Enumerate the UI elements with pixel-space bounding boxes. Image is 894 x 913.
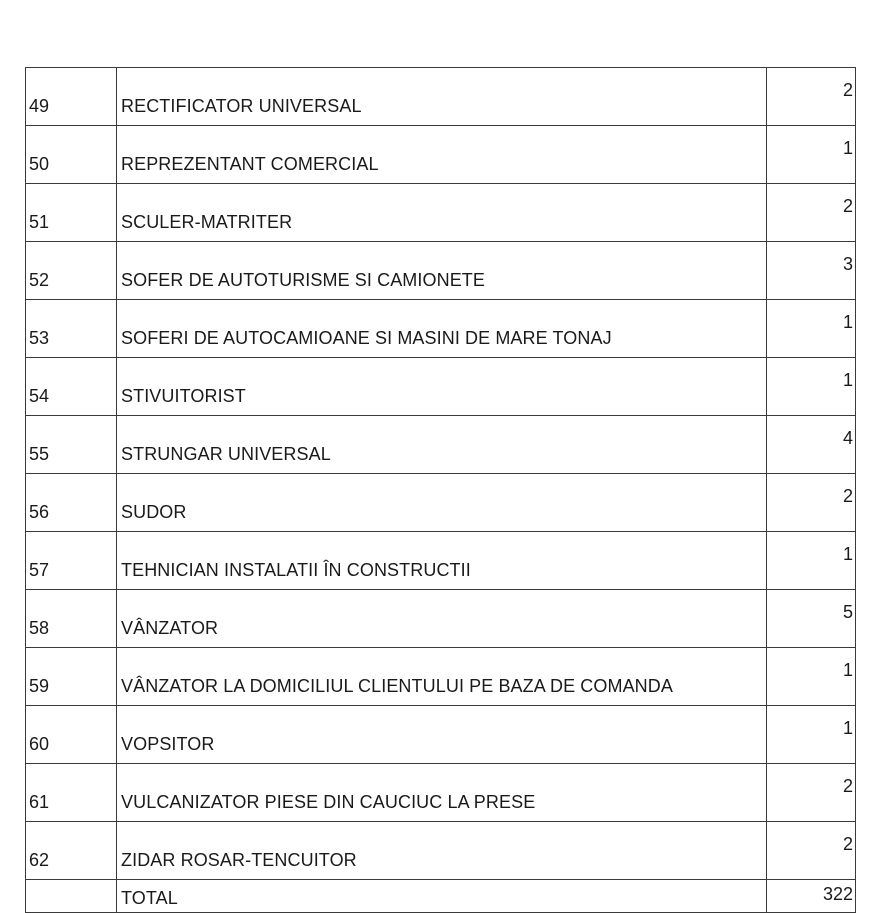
row-number: 50 — [26, 126, 117, 184]
table-row — [26, 242, 856, 300]
row-number: 61 — [26, 764, 117, 822]
table-row — [26, 764, 856, 822]
occupation-name: SOFERI DE AUTOCAMIOANE SI MASINI DE MARE TONAJ — [117, 300, 767, 358]
vacancy-count: 2 — [767, 822, 856, 880]
vacancy-count: 1 — [767, 706, 856, 764]
vacancy-count: 1 — [767, 532, 856, 590]
occupation-name: VÂNZATOR LA DOMICILIUL CLIENTULUI PE BAZA DE COMANDA — [117, 648, 767, 706]
vacancy-count: 5 — [767, 590, 856, 648]
vacancy-count: 1 — [767, 358, 856, 416]
row-number: 62 — [26, 822, 117, 880]
occupation-name: VOPSITOR — [117, 706, 767, 764]
table-row — [26, 474, 856, 532]
row-number: 55 — [26, 416, 117, 474]
table-row — [26, 68, 856, 126]
document-page — [25, 67, 855, 913]
occupation-name: RECTIFICATOR UNIVERSAL — [117, 68, 767, 126]
vacancy-count: 2 — [767, 68, 856, 126]
vacancy-count: 2 — [767, 184, 856, 242]
vacancy-count: 2 — [767, 474, 856, 532]
jobs-table — [25, 67, 856, 913]
table-row — [26, 822, 856, 880]
occupation-name: VÂNZATOR — [117, 590, 767, 648]
occupation-name: SOFER DE AUTOTURISME SI CAMIONETE — [117, 242, 767, 300]
total-count: 322 — [767, 880, 856, 913]
jobs-table-body — [26, 68, 856, 913]
total-empty-cell — [26, 880, 117, 913]
row-number: 60 — [26, 706, 117, 764]
row-number: 54 — [26, 358, 117, 416]
occupation-name: REPREZENTANT COMERCIAL — [117, 126, 767, 184]
row-number: 52 — [26, 242, 117, 300]
row-number: 51 — [26, 184, 117, 242]
occupation-name: STRUNGAR UNIVERSAL — [117, 416, 767, 474]
table-row — [26, 358, 856, 416]
table-row — [26, 648, 856, 706]
vacancy-count: 3 — [767, 242, 856, 300]
vacancy-count: 1 — [767, 126, 856, 184]
table-row — [26, 590, 856, 648]
vacancy-count: 2 — [767, 764, 856, 822]
table-row — [26, 126, 856, 184]
occupation-name: SCULER-MATRITER — [117, 184, 767, 242]
table-row — [26, 706, 856, 764]
vacancy-count: 1 — [767, 648, 856, 706]
row-number: 59 — [26, 648, 117, 706]
row-number: 53 — [26, 300, 117, 358]
row-number: 49 — [26, 68, 117, 126]
vacancy-count: 4 — [767, 416, 856, 474]
row-number: 56 — [26, 474, 117, 532]
table-row — [26, 300, 856, 358]
table-row — [26, 416, 856, 474]
total-label: TOTAL — [117, 880, 767, 913]
row-number: 58 — [26, 590, 117, 648]
table-row — [26, 184, 856, 242]
occupation-name: VULCANIZATOR PIESE DIN CAUCIUC LA PRESE — [117, 764, 767, 822]
occupation-name: STIVUITORIST — [117, 358, 767, 416]
occupation-name: TEHNICIAN INSTALATII ÎN CONSTRUCTII — [117, 532, 767, 590]
occupation-name: SUDOR — [117, 474, 767, 532]
vacancy-count: 1 — [767, 300, 856, 358]
row-number: 57 — [26, 532, 117, 590]
total-row — [26, 880, 856, 913]
occupation-name: ZIDAR ROSAR-TENCUITOR — [117, 822, 767, 880]
table-row — [26, 532, 856, 590]
